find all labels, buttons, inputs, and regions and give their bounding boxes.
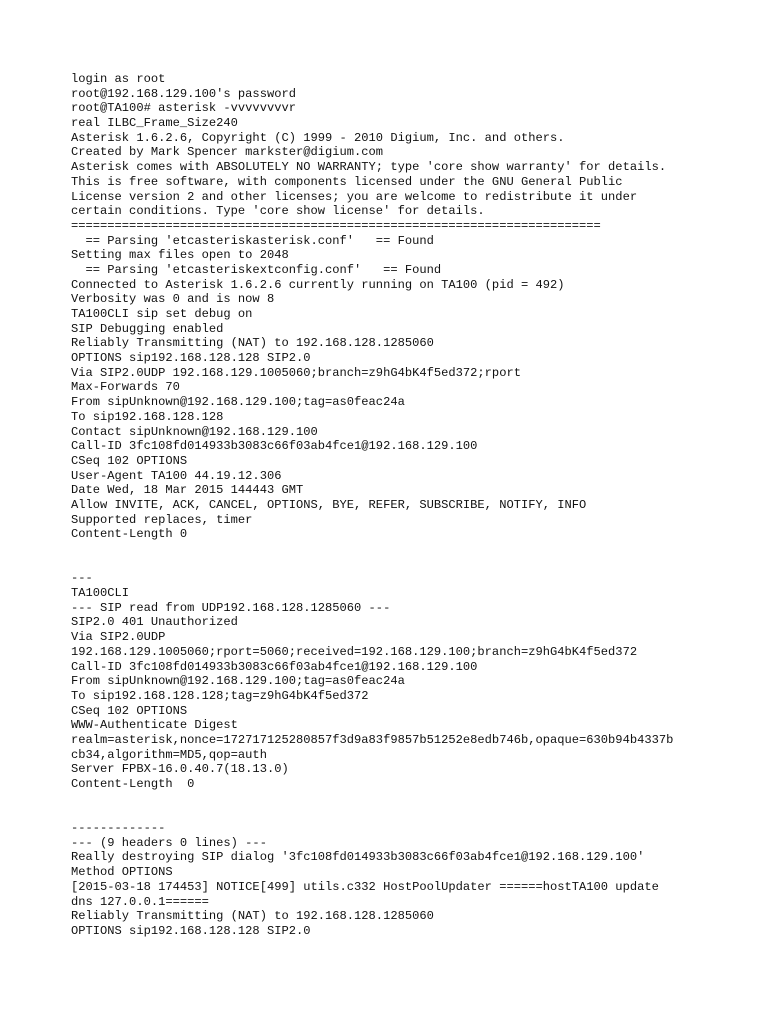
log-line xyxy=(71,792,761,807)
log-line: Reliably Transmitting (NAT) to 192.168.128.1285060 xyxy=(71,336,434,351)
log-line: Really destroying SIP dialog '3fc108fd014933b3083c66f03ab4fce1@192.168.129.100' xyxy=(71,850,645,865)
log-line: TA100CLI sip set debug on xyxy=(71,307,253,321)
log-line: == Parsing 'etcasteriskasterisk.conf' == Found xyxy=(71,233,434,248)
log-line: Contact sipUnknown@192.168.129.100 xyxy=(71,424,318,439)
log-line: certain conditions. Type 'core show license' for details. xyxy=(71,204,485,219)
log-line: CSeq 102 OPTIONS xyxy=(71,453,188,468)
log-line: Via SIP2.0UDP 192.168.129.1005060;branch=z9hG4bK4f5ed372;rport xyxy=(71,365,521,380)
log-line: Verbosity was 0 and is now 8 xyxy=(71,292,275,307)
log-line: WWW-Authenticate Digest xyxy=(71,718,238,733)
log-line: From sipUnknown@192.168.129.100;tag=as0feac24a xyxy=(71,395,405,410)
log-line: Allow INVITE, ACK, CANCEL, OPTIONS, BYE, REFER, SUBSCRIBE, NOTIFY, INFO xyxy=(71,497,587,512)
log-line: CSeq 102 OPTIONS xyxy=(71,703,188,718)
log-line: login as root xyxy=(71,72,166,86)
log-line: Call-ID 3fc108fd014933b3083c66f03ab4fce1@192.168.129.100 xyxy=(71,659,478,674)
log-line: SIP2.0 401 Unauthorized xyxy=(71,615,238,630)
log-line xyxy=(71,542,761,557)
log-line: real ILBC_Frame_Size240 xyxy=(71,116,238,131)
log-line: Setting max files open to 2048 xyxy=(71,248,289,263)
log-line xyxy=(71,557,761,572)
log-line: dns 127.0.0.1====== xyxy=(71,894,209,909)
log-line: realm=asterisk,nonce=172717125280857f3d9a83f9857b51252e8edb746b,opaque=630b94b4337b xyxy=(71,732,674,747)
log-line: Created by Mark Spencer markster@digium.com xyxy=(71,145,384,160)
log-line: ========================================================================= xyxy=(71,218,601,233)
log-line: --- (9 headers 0 lines) --- xyxy=(71,835,267,850)
log-line: --- SIP read from UDP192.168.128.1285060 --- xyxy=(71,600,391,615)
log-line: --- xyxy=(71,571,93,586)
log-line: From sipUnknown@192.168.129.100;tag=as0feac24a xyxy=(71,674,405,689)
log-line: OPTIONS sip192.168.128.128 SIP2.0 xyxy=(71,351,311,366)
log-line: License version 2 and other licenses; you are welcome to redistribute it under xyxy=(71,189,638,204)
log-line: To sip192.168.128.128;tag=z9hG4bK4f5ed372 xyxy=(71,688,369,703)
log-line: cb34,algorithm=MD5,qop=auth xyxy=(71,747,267,762)
log-line: Content-Length 0 xyxy=(71,777,195,791)
log-line: root@192.168.129.100's password xyxy=(71,86,296,101)
log-line: Server FPBX-16.0.40.7(18.13.0) xyxy=(71,762,289,777)
terminal-log xyxy=(71,72,761,939)
log-line: Connected to Asterisk 1.6.2.6 currently running on TA100 (pid = 492) xyxy=(71,277,565,292)
log-line: SIP Debugging enabled xyxy=(71,321,224,336)
log-line: Call-ID 3fc108fd014933b3083c66f03ab4fce1@192.168.129.100 xyxy=(71,439,478,454)
log-line: ------------- xyxy=(71,821,166,836)
log-line: Asterisk comes with ABSOLUTELY NO WARRANTY; type 'core show warranty' for details. xyxy=(71,160,667,175)
log-line: 192.168.129.1005060;rport=5060;received=192.168.129.100;branch=z9hG4bK4f5ed372 xyxy=(71,644,638,659)
log-line: Content-Length 0 xyxy=(71,527,188,542)
log-line: Via SIP2.0UDP xyxy=(71,630,166,645)
log-line: Method OPTIONS xyxy=(71,865,173,880)
log-line xyxy=(71,806,761,821)
log-line: User-Agent TA100 44.19.12.306 xyxy=(71,468,282,483)
log-line: This is free software, with components licensed under the GNU General Public xyxy=(71,174,623,189)
log-line: TA100CLI xyxy=(71,586,130,601)
log-line: Max-Forwards 70 xyxy=(71,380,180,395)
log-line: Asterisk 1.6.2.6, Copyright (C) 1999 - 2010 Digium, Inc. and others. xyxy=(71,130,565,145)
log-line: [2015-03-18 174453] NOTICE[499] utils.c332 HostPoolUpdater ======hostTA100 update xyxy=(71,879,659,894)
log-line: root@TA100# asterisk -vvvvvvvvr xyxy=(71,101,296,116)
log-line: Date Wed, 18 Mar 2015 144443 GMT xyxy=(71,483,304,498)
log-line: Supported replaces, timer xyxy=(71,512,253,527)
log-line: == Parsing 'etcasteriskextconfig.conf' == Found xyxy=(71,262,442,277)
log-line: Reliably Transmitting (NAT) to 192.168.128.1285060 xyxy=(71,909,434,924)
log-line: To sip192.168.128.128 xyxy=(71,409,224,424)
log-line: OPTIONS sip192.168.128.128 SIP2.0 xyxy=(71,923,311,938)
